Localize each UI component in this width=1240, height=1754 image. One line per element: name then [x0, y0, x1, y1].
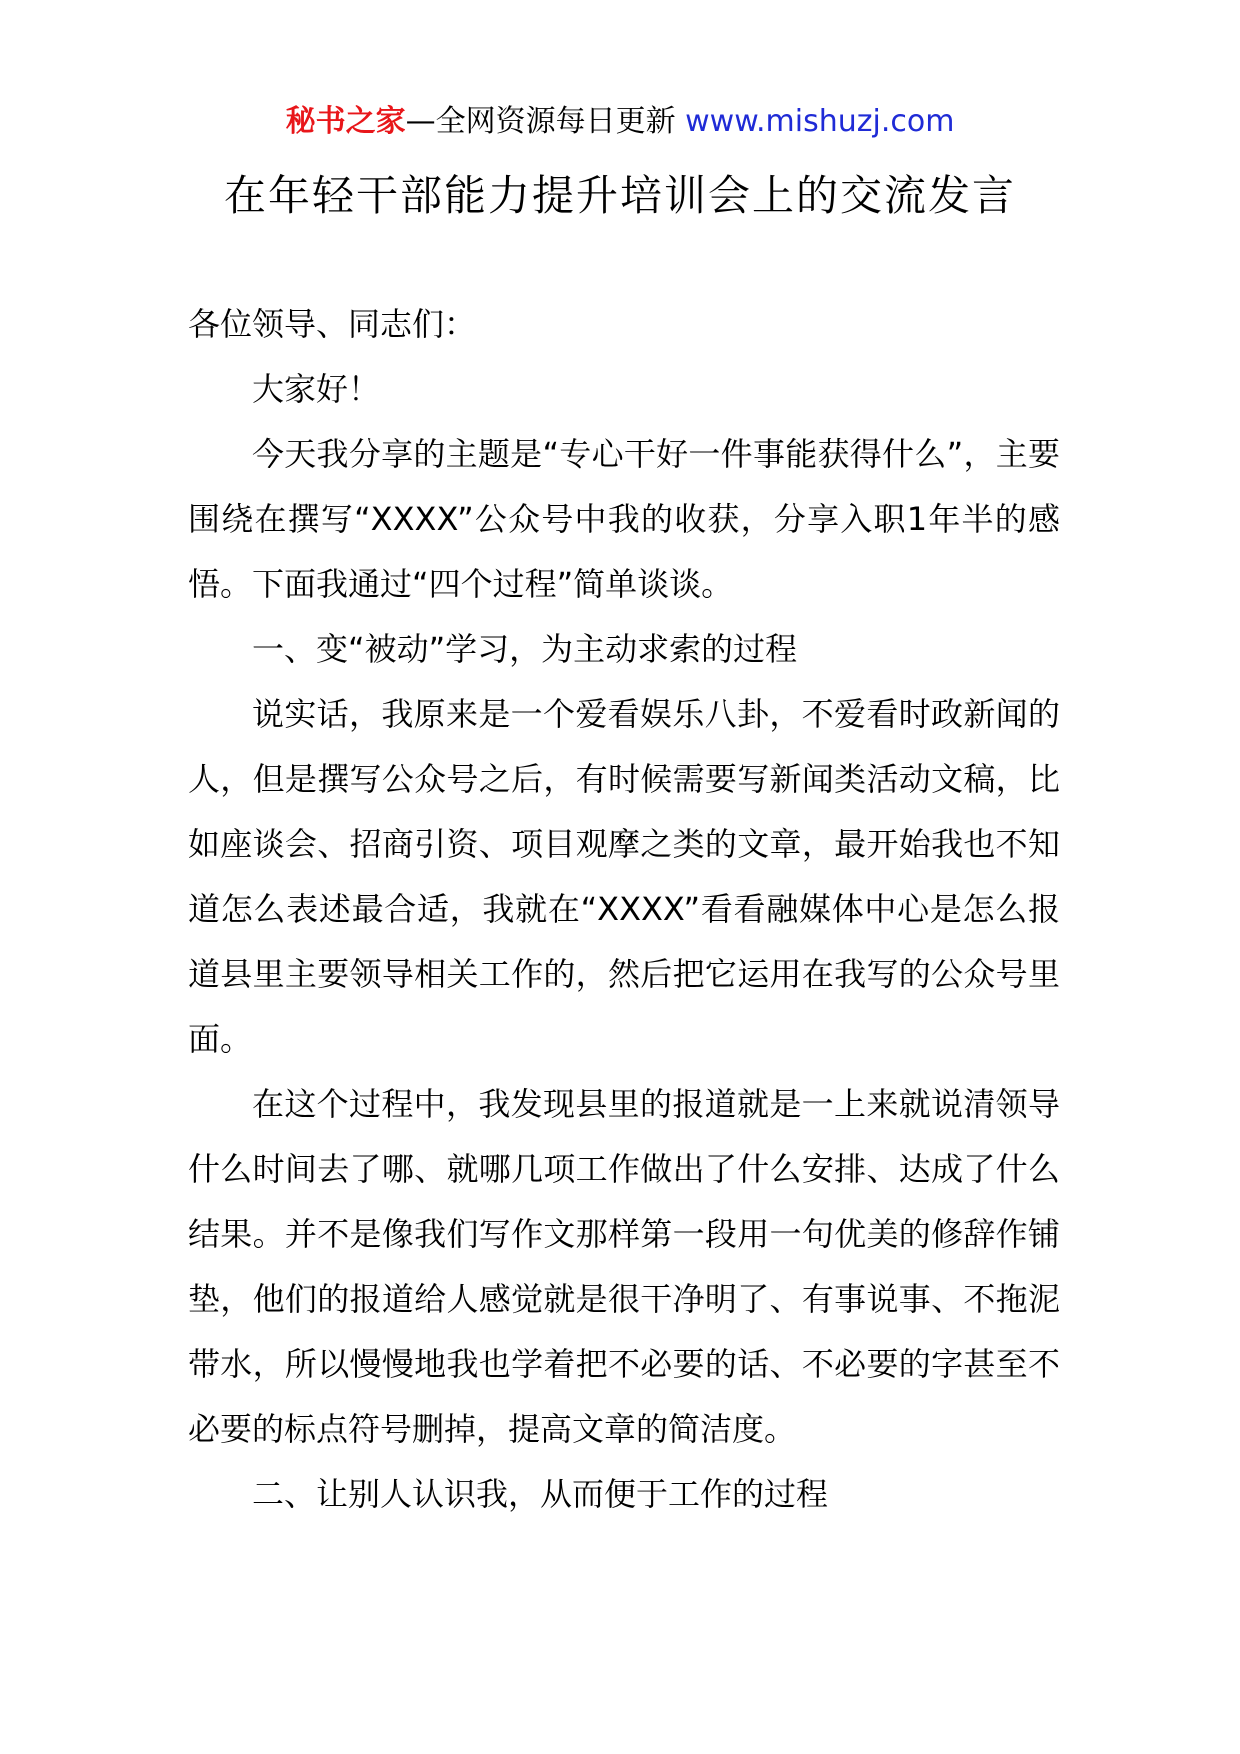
brand-name: 秘书之家 [285, 104, 406, 139]
body-paragraph: 说实话，我原来是一个爱看娱乐八卦，不爱看时政新闻的人，但是撰写公众号之后，有时候需要写新闻类活动文稿，比如座谈会、招商引资、项目观摩之类的文章，最开始我也不知道怎么表述最合适，我就在“XXXX”看看融媒体中心是怎么报道县里主要领导相关工作的，然后把它运用在我写的公众号里面。 [188, 695, 1060, 1058]
section-heading-2: 二、让别人认识我，从而便于工作的过程 [252, 1475, 829, 1513]
site-url-link[interactable]: www.mishuzj.com [685, 104, 955, 139]
intro-paragraph: 今天我分享的主题是“专心干好一件事能获得什么”，主要围绕在撰写“XXXX”公众号中我的收获，分享入职1年半的感悟。下面我通过“四个过程”简单谈谈。 [188, 435, 1060, 603]
greeting-paragraph: 大家好！ [252, 370, 381, 408]
body-paragraph: 在这个过程中，我发现县里的报道就是一上来就说清领导什么时间去了哪、就哪几项工作做出了什么安排、达成了什么结果。并不是像我们写作文那样第一段用一句优美的修辞作铺垫，他们的报道给人感觉就是很干净明了、有事说事、不拖泥带水，所以慢慢地我也学着把不必要的话、不必要的字甚至不必要的标点符号删掉，提高文章的简洁度。 [188, 1085, 1060, 1448]
section-heading-1: 一、变“被动”学习，为主动求索的过程 [252, 630, 798, 668]
document-body [188, 292, 1060, 1527]
salutation: 各位领导、同志们： [188, 305, 477, 343]
header-tagline: —全网资源每日更新 [405, 104, 686, 139]
site-header [0, 102, 1240, 142]
document-title: 在年轻干部能力提升培训会上的交流发言 [223, 171, 1016, 220]
